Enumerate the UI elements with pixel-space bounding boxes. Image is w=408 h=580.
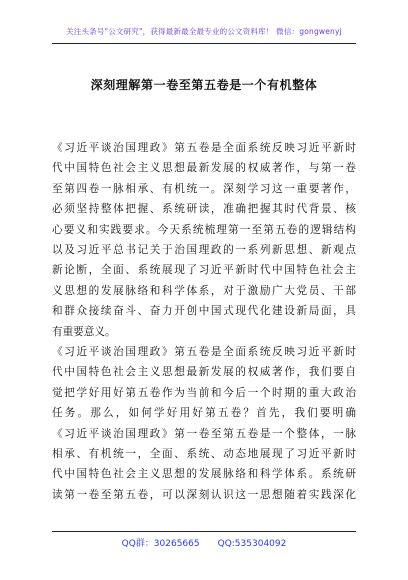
paragraph-line: 义思想的发展脉络和科学体系，对于激励广大党员、干部 <box>52 284 356 297</box>
paragraph-line: 《习近平谈治国理政》第五卷是全面系统反映习近平新时 <box>52 346 356 358</box>
paragraph-line: 《习近平谈治国理政》第一卷至第五卷是一个整体，一脉 <box>52 427 356 440</box>
paragraph-line: 必须坚持整体把握、系统研读，准确把握其时代背景、核 <box>52 203 356 216</box>
footer-qq: QQ:535304092 <box>217 539 287 549</box>
paragraph-line: 读第一卷至第五卷，可以深刻认识这一思想随着实践深化 <box>52 488 356 501</box>
header-note: 关注头条号"公文研究"，获得最新最全最专业的公文资料库！ 微信：gongwenyj <box>66 27 342 36</box>
paragraph-line: 代中国特色社会主义思想的发展脉络和科学体系。系统研 <box>52 468 356 481</box>
paragraph-line: 《习近平谈治国理政》第五卷是全面系统反映习近平新时 <box>52 142 356 154</box>
paragraph-line: 相承、有机统一，全面、系统、动态地展现了习近平新时 <box>52 447 356 460</box>
paragraph-line: 以及习近平总书记关于治国理政的一系列新思想、新观点 <box>52 243 356 256</box>
paragraph-line: 有重要意义。 <box>52 325 116 338</box>
paragraph-line: 代中国特色社会主义思想最新发展的权威著作，我们要自 <box>52 366 356 379</box>
paragraph-1 <box>52 138 356 342</box>
footer <box>0 536 408 549</box>
paragraph-line: 和群众接续奋斗、奋力开创中国式现代化建设新局面，具 <box>52 305 356 318</box>
paragraph-line: 至第四卷一脉相承、有机统一。深刻学习这一重要著作， <box>52 182 356 195</box>
paragraph-line: 代中国特色社会主义思想最新发展的权威著作，与第一卷 <box>52 162 356 175</box>
header-divider <box>52 43 356 44</box>
footer-qq-group: QQ群：30265665 <box>121 539 200 549</box>
paragraph-line: 觉把学好用好第五卷作为当前和今后一个时期的重大政治 <box>52 386 356 399</box>
paragraph-line: 任务。那么，如何学好用好第五卷？首先，我们要明确 <box>52 407 356 420</box>
paragraph-line: 新论断，全面、系统展现了习近平新时代中国特色社会主 <box>52 264 356 277</box>
document-title: 深刻理解第一卷至第五卷是一个有机整体 <box>90 78 318 92</box>
paragraph-2 <box>52 342 356 505</box>
footer-divider <box>52 531 356 532</box>
paragraph-line: 心要义和实践要求。今天系统梳理第一至第五卷的逻辑结构 <box>52 223 356 236</box>
